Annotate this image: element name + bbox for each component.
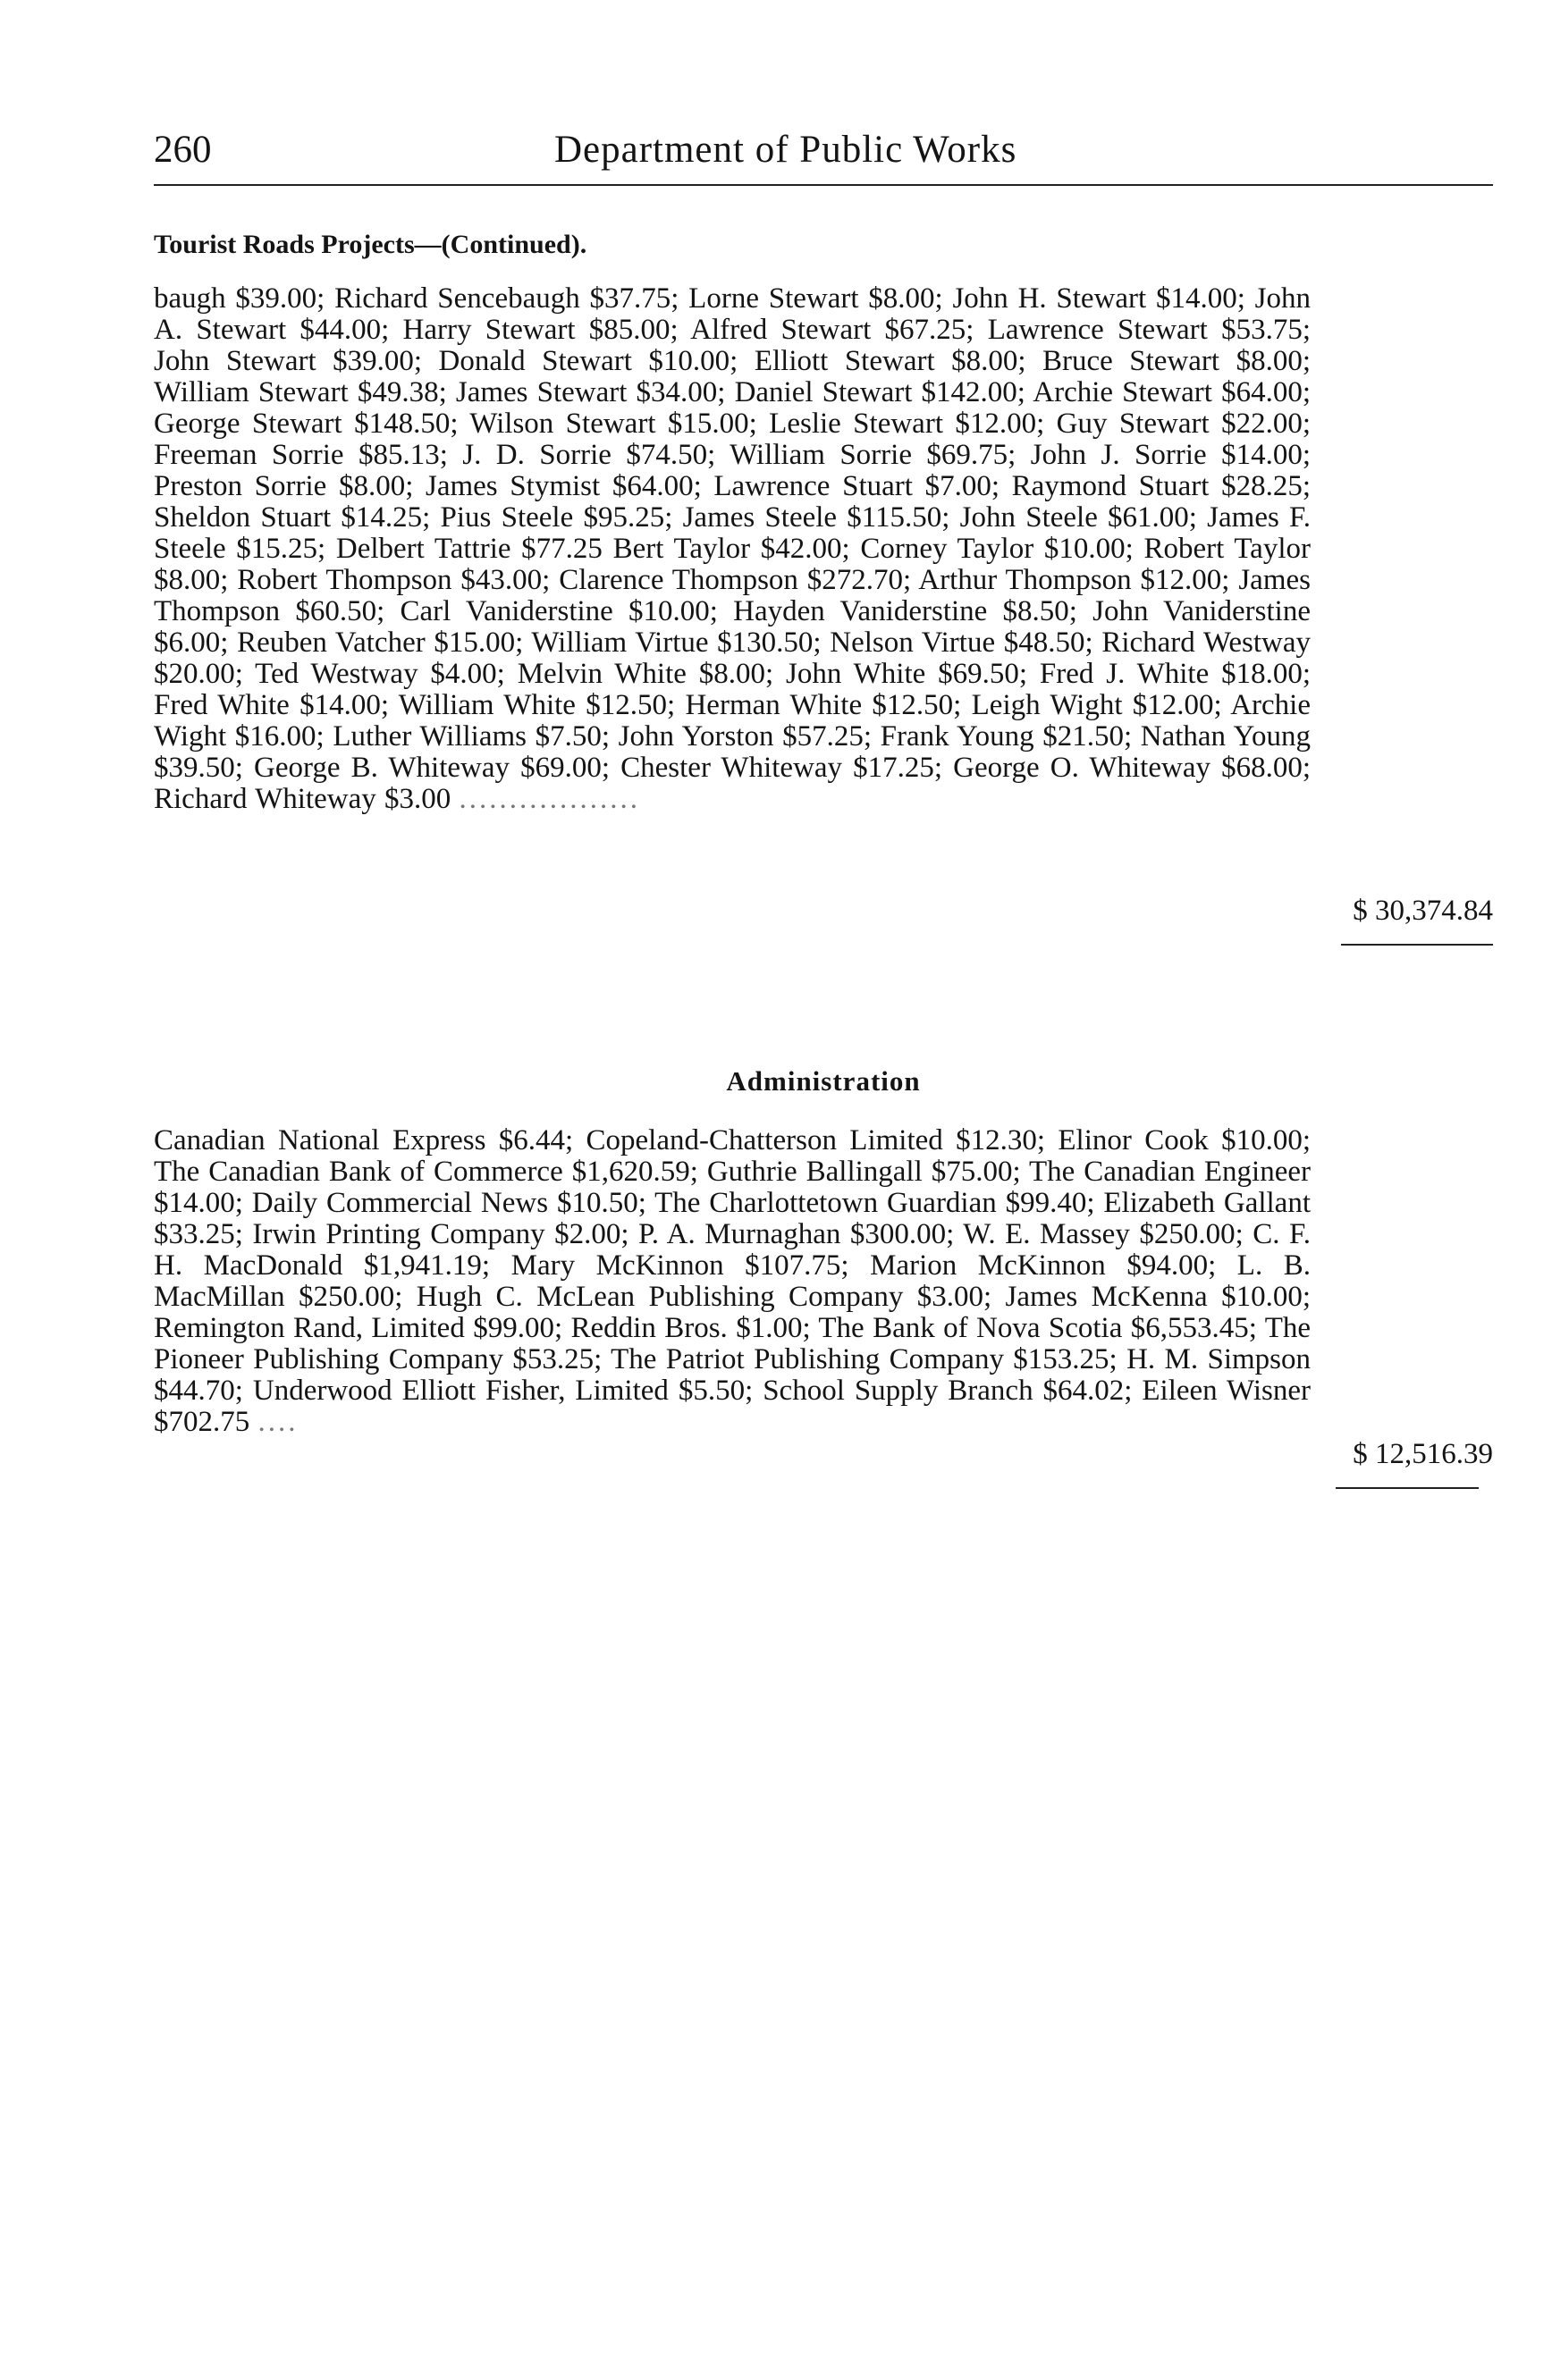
running-head: Department of Public Works xyxy=(554,129,1017,171)
page-number: 260 xyxy=(154,129,212,171)
total-rule xyxy=(1341,944,1493,946)
dot-leader: .................. xyxy=(459,783,640,815)
total-rule xyxy=(1336,1487,1479,1489)
administration-payees: Canadian National Express $6.44; Copeland-Chatterson Limited $12.30; Elinor Cook $10.00; The Canadian Bank of Commerce $1,620.59; Guthrie Ballingall $75.00; The Canadian Engineer $14.00; Daily Commercial News $10.50; The Charlottetown Guardian $99.40; Elizabeth Gallant $33.25; Irwin Printing Company $2.00; P. A. Murnaghan $300.00; W. E. Massey $250.00; C. F. H. MacDonald $1,941.19; Mary McKinnon $107.75; Marion McKinnon $94.00; L. B. MacMillan $250.00; Hugh C. McLean Publishing Company $3.00; James McKenna $10.00; Remington Rand, Limited $99.00; Reddin Bros. $1.00; The Bank of Nova Scotia $6,553.45; The Pioneer Publishing Company $53.25; The Patriot Publishing Company $153.25; H. M. Simpson $44.70; Underwood Elliott Fisher, Limited $5.50; School Supply Branch $64.02; Eileen Wisner $702.75 xyxy=(154,1124,1311,1438)
header-rule xyxy=(154,184,1493,186)
tourist-roads-payees: baugh $39.00; Richard Sencebaugh $37.75; Lorne Stewart $8.00; John H. Stewart $14.00; John A. Stewart $44.00; Harry Stewart $85.00; Alfred Stewart $67.25; Lawrence Stewart $53.75; John Stewart $39.00; Donald Stewart $10.00; Elliott Stewart $8.00; Bruce Stewart $8.00; William Stewart $49.38; James Stewart $34.00; Daniel Stewart $142.00; Archie Stewart $64.00; George Stewart $148.50; Wilson Stewart $15.00; Leslie Stewart $12.00; Guy Stewart $22.00; Freeman Sorrie $85.13; J. D. Sorrie $74.50; William Sorrie $69.75; John J. Sorrie $14.00; Preston Sorrie $8.00; James Stymist $64.00; Lawrence Stuart $7.00; Raymond Stuart $28.25; Sheldon Stuart $14.25; Pius Steele $95.25; James Steele $115.50; John Steele $61.00; James F. Steele $15.25; Delbert Tattrie $77.25 Bert Taylor $42.00; Corney Taylor $10.00; Robert Taylor $8.00; Robert Thompson $43.00; Clarence Thompson $272.70; Arthur Thompson $12.00; James Thompson $60.50; Carl Vaniderstine $10.00; Hayden Vaniderstine $8.50; John Vaniderstine $6.00; Reuben Vatcher $15.00; William Virtue $130.50; Nelson Virtue $48.50; Richard Westway $20.00; Ted Westway $4.00; Melvin White $8.00; John White $69.50; Fred J. White $18.00; Fred White $14.00; William White $12.50; Herman White $12.50; Leigh Wight $12.00; Archie Wight $16.00; Luther Williams $7.50; John Yorston $57.25; Frank Young $21.50; Nathan Young $39.50; George B. Whiteway $69.00; Chester Whiteway $17.25; George O. Whiteway $68.00; Richard Whiteway $3.00 xyxy=(154,282,1311,815)
tourist-roads-entry xyxy=(154,283,1311,815)
tourist-roads-total: $ 30,374.84 xyxy=(1353,895,1493,927)
dot-leader: .... xyxy=(257,1406,299,1438)
administration-entry xyxy=(154,1125,1311,1438)
section-heading-continued: Tourist Roads Projects—(Continued). xyxy=(154,230,587,259)
page-header xyxy=(154,123,1493,177)
administration-total: $ 12,516.39 xyxy=(1353,1438,1493,1470)
administration-heading: Administration xyxy=(726,1065,921,1097)
